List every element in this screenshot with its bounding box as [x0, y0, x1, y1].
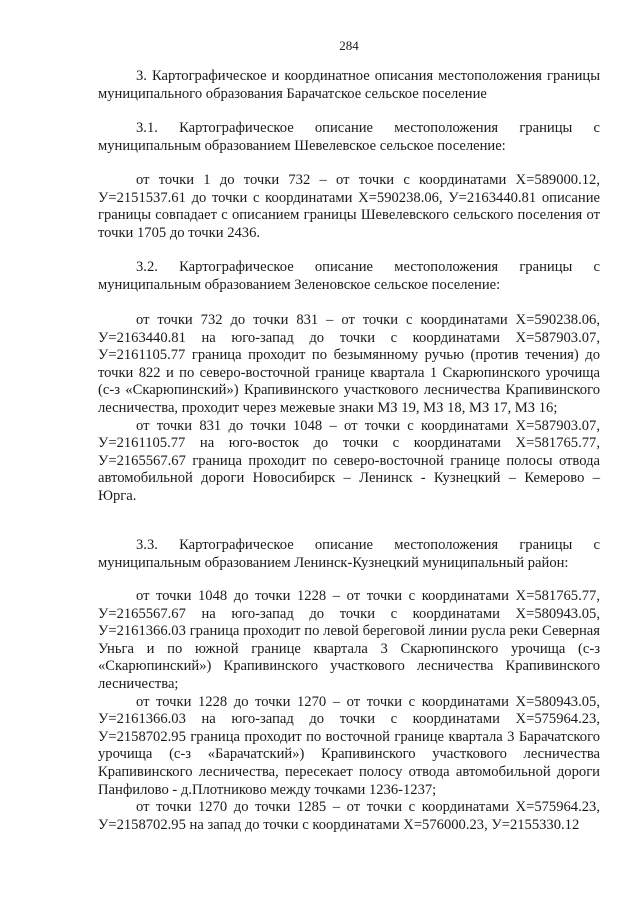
page-number: 284 [339, 38, 359, 53]
paragraph: от точки 1048 до точки 1228 – от точки с координатами Х=581765.77, У=2165567.67 на юго-запад до точки с координатами Х=580943.05, У=2161366.03 граница проходит по левой береговой линии русла реки Северная Уньга и по южной границе квартала 3 Скарюпинского урочища (с-з «Скарюпинский») Крапивинского участкового лесничества Крапивинского лесничества; [98, 588, 600, 692]
paragraph: от точки 1 до точки 732 – от точки с координатами Х=589000.12, У=2151537.61 до точки с координатами Х=590238.06, У=2163440.81 описание границы совпадает с описанием границы Шевелевского сельского поселения от точки 1705 до точки 2436. [98, 172, 600, 241]
section-3-1-body [98, 172, 600, 242]
section-3-2-body [98, 312, 600, 506]
paragraph: от точки 1228 до точки 1270 – от точки с координатами Х=580943.05, У=2161366.03 на юго-запад до точки с координатами Х=575964.23, У=2158702.95 граница проходит по восточной границе квартала 3 Барачатского урочища (с-з «Барачатский») Крапивинского участкового лесничества Крапивинского лесничества, пересекает полосу отвода автомобильной дороги Панфилово - д.Плотниково между точками 1236-1237; [98, 693, 600, 798]
section-3-heading: 3. Картографическое и координатное описания местоположения границы муниципального образования Барачатское сельское поселение [98, 68, 600, 102]
section-3-2-heading-block [98, 259, 600, 294]
section-3-1-heading: 3.1. Картографическое описание местоположения границы с муниципальным образованием Шевелевское сельское поселение: [98, 120, 600, 154]
paragraph: от точки 1270 до точки 1285 – от точки с координатами Х=575964.23, У=2158702.95 на запад до точки с координатами Х=576000.23, У=2155330.12 [98, 799, 600, 833]
paragraph: от точки 831 до точки 1048 – от точки с координатами Х=587903.07, У=2161105.77 на юго-восток до точки с координатами Х=581765.77, У=2165567.67 граница проходит по северо-восточной границе полосы отвода автомобильной дороги Новосибирск – Ленинск - Кузнецкий – Кемерово – Юрга. [98, 417, 600, 504]
section-3-2-heading: 3.2. Картографическое описание местоположения границы с муниципальным образованием Зеленовское сельское поселение: [98, 259, 600, 293]
section-3-3-body [98, 588, 600, 834]
section-3-3-heading: 3.3. Картографическое описание местоположения границы с муниципальным образованием Ленинск-Кузнецкий муниципальный район: [98, 537, 600, 571]
section-3-3-heading-block [98, 537, 600, 572]
section-3-heading-block [98, 68, 600, 103]
section-3-1-heading-block [98, 120, 600, 155]
paragraph: от точки 732 до точки 831 – от точки с координатами Х=590238.06, У=2163440.81 на юго-запад до точки с координатами Х=587903.07, У=2161105.77 граница проходит по безымянному ручью (против течения) до точки 822 и по северо-восточной границе квартала 1 Скарюпинского урочища (с-з «Скарюпинский») Крапивинского участкового лесничества Крапивинского лесничества, проходит через межевые знаки МЗ 19, МЗ 18, МЗ 17, МЗ 16; [98, 312, 600, 416]
